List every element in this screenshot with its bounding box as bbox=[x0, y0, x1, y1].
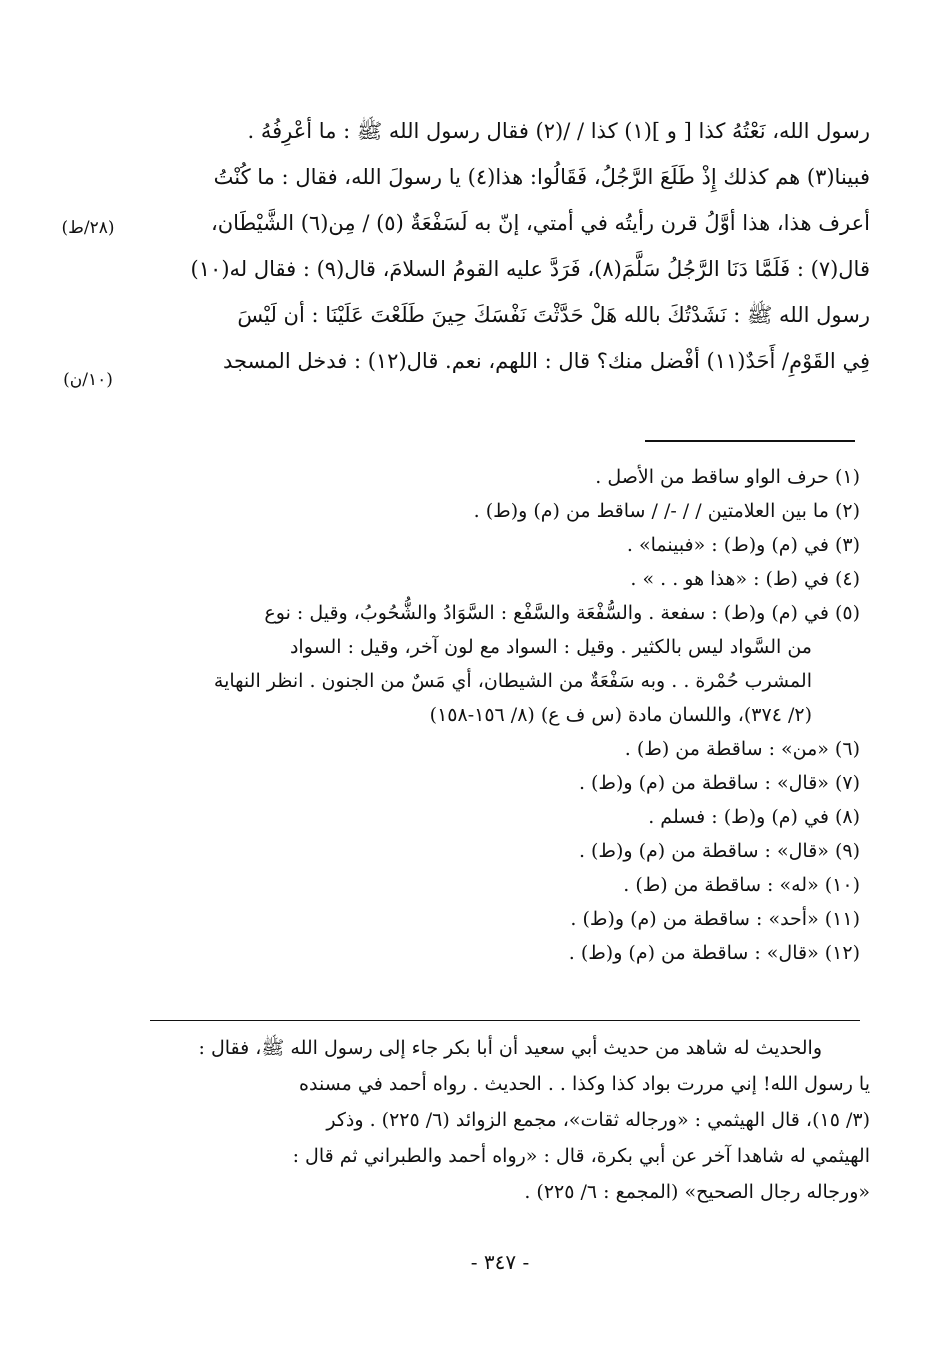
footnote-4: (٤) في (ط) : «هذا هو . . » . bbox=[630, 568, 860, 590]
footnote-3: (٣) في (م) و(ط) : «فبينما» . bbox=[626, 534, 860, 556]
footnote-7: (٧) «قال» : ساقطة من (م) و(ط) . bbox=[578, 772, 860, 794]
footnote-1: (١) حرف الواو ساقط من الأصل . bbox=[595, 466, 860, 488]
footnote-12: (١٢) «قال» : ساقطة من (م) و(ط) . bbox=[568, 942, 860, 964]
footnote-10: (١٠) «له» : ساقطة من (ط) . bbox=[623, 874, 860, 896]
footnote-5-continued: (٢/ ٣٧٤)، واللسان مادة (س ف ع) (٨/ ١٥٦-١٥٨) bbox=[429, 704, 812, 726]
page-number: - ٣٤٧ - bbox=[470, 1250, 530, 1274]
commentary-line: الهيثمي له شاهدا آخر عن أبي بكرة، قال : «رواه أحمد والطبراني ثم قال : bbox=[292, 1145, 870, 1167]
footnote-5-continued: المشرب حُمْرة . . وبه سَفْعَةٌ من الشيطان، أي مَسٌ من الجنون . انظر النهاية bbox=[213, 670, 812, 692]
commentary-line: «ورجاله رجال الصحيح» (المجمع : ٦/ ٢٢٥) . bbox=[524, 1181, 870, 1203]
footnote-6: (٦) «من» : ساقطة من (ط) . bbox=[624, 738, 860, 760]
commentary-block bbox=[150, 1030, 870, 1210]
main-text-line: أعرف هذا، هذا أوَّلُ قرن رأيتُه في أمتي، إنّ به لَسَفْعَةٌ (٥) / مِن(٦) الشَّيْطَان، bbox=[210, 211, 870, 235]
main-text-block bbox=[150, 108, 870, 384]
main-text-line: رسول الله ﷺ : نَشَدْتُكَ بالله هَلْ حَدَّثْتَ نَفْسَكَ حِينَ طَلَعْتَ عَلَيْنَا : أن لَيْسَ bbox=[237, 303, 870, 327]
footnote-8: (٨) في (م) و(ط) : فسلم . bbox=[648, 806, 860, 828]
margin-note: (٢٨/ط) bbox=[61, 218, 115, 238]
footnote-5-continued: من السَّواد ليس بالكثير . وقيل : السواد مع لون آخر، وقيل : السواد bbox=[289, 636, 812, 658]
main-text-line: قال(٧) : فَلَمَّا دَنَا الرَّجُلُ سَلَّمَ(٨)، فَرَدَّ عليه القومُ السلامَ، قال(٩) : فقال له(١٠) bbox=[190, 257, 870, 281]
commentary-line: (٣/ ١٥)، قال الهيثمي : «ورجاله ثقات»، مجمع الزوائد (٦/ ٢٢٥) . وذكر bbox=[326, 1109, 870, 1131]
footnote-9: (٩) «قال» : ساقطة من (م) و(ط) . bbox=[578, 840, 860, 862]
footnote-11: (١١) «أحد» : ساقطة من (م) و(ط) . bbox=[570, 908, 860, 930]
commentary-line: والحديث له شاهد من حديث أبي سعيد أن أبا بكر جاء إلى رسول الله ﷺ، فقال : bbox=[198, 1037, 822, 1059]
commentary-divider bbox=[150, 1020, 860, 1021]
main-text-line: فبينا(٣) هم كذلك إِذْ طَلَعَ الرَّجُلُ، فَقَالُوا: هذا(٤) يا رسولَ الله، فقال : ما كُنْتُ bbox=[213, 165, 870, 189]
footnote-2: (٢) ما بين العلامتين / / -/ / ساقط من (م) و(ط) . bbox=[473, 500, 860, 522]
footnote-separator bbox=[645, 440, 855, 442]
footnote-5: (٥) في (م) و(ط) : سفعة . والسُّفْعَة والسَّفْع : السَّوَادُ والشُّحُوبُ، وقيل : نوع bbox=[264, 602, 860, 624]
footnotes-block bbox=[150, 460, 860, 970]
commentary-line: يا رسول الله! إني مررت بواد كذا وكذا . . الحديث . رواه أحمد في مسنده bbox=[299, 1073, 870, 1095]
main-text-line: رسول الله، نَعْتُهُ كذا [ و ](١) كذا / /(٢) فقال رسول الله ﷺ : ما أعْرِفُهُ . bbox=[247, 119, 870, 143]
main-text-line: فِي القَوْمِ/ أَحَدٌ(١١) أفْضل منك؟ قال : اللهم، نعم. قال(١٢) : فدخل المسجد bbox=[222, 349, 870, 373]
margin-note: (١٠/ن) bbox=[63, 370, 113, 390]
